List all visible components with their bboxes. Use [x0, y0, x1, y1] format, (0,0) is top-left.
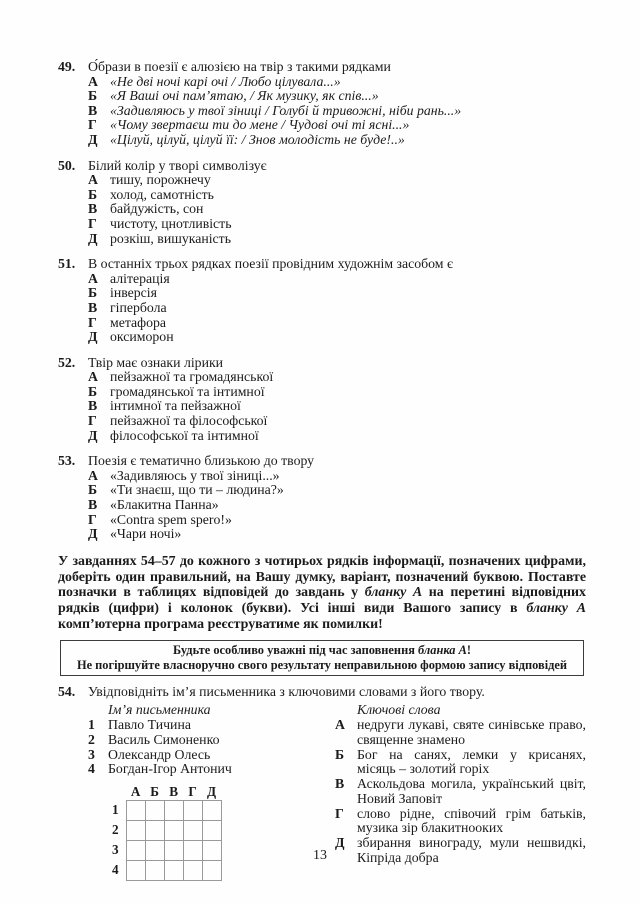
grid-cell	[126, 821, 145, 841]
option-row	[88, 316, 586, 331]
match-item	[88, 748, 335, 763]
grid-column-header: В	[169, 784, 178, 800]
option-letter: Б	[88, 285, 98, 301]
notice-blank-a-ref: бланка А	[418, 643, 467, 658]
option-row	[88, 89, 586, 104]
match-option-letter: Б	[335, 746, 345, 762]
grid-column-header: Д	[207, 784, 217, 800]
question-number: 52.	[58, 354, 76, 370]
option-row	[88, 188, 586, 203]
option-row	[88, 133, 586, 148]
grid-row-label: 3	[112, 842, 119, 858]
option-letter: Д	[88, 230, 98, 246]
option-row	[88, 527, 586, 542]
grid-cell	[164, 821, 183, 841]
match-right-header: Ключові слова	[357, 702, 441, 718]
option-row	[88, 202, 586, 217]
grid-column-header: Г	[188, 784, 197, 800]
option-text: пейзажної та громадянської	[110, 369, 274, 385]
match-option-text: недруги лукаві, святе синівське право, священне знамено	[357, 716, 586, 747]
question-number: 51.	[58, 256, 76, 272]
question-52	[58, 356, 586, 444]
question-stem: Твір має ознаки лірики	[88, 354, 224, 370]
match-item	[88, 718, 335, 733]
option-letter: А	[88, 270, 98, 286]
option-text: «Задивляюсь у твої зіниці / Голубі й тривожні, ніби рань...»	[110, 102, 462, 118]
option-row	[88, 385, 586, 400]
match-option-text: слово рідне, співочий грім батьків, музика зір блакитнооких	[357, 805, 586, 836]
option-row	[88, 118, 586, 133]
question-stem: О́брази в поезії є алюзією на твір з такими рядками	[88, 59, 391, 74]
match-option-letter: В	[335, 776, 345, 792]
notice-line-1	[67, 643, 577, 658]
option-row	[88, 483, 586, 498]
option-text: пейзажної та філософської	[110, 413, 268, 429]
option-letter: В	[88, 299, 98, 315]
option-row	[88, 330, 586, 345]
option-letter: В	[88, 497, 98, 513]
option-text: інтимної та пейзажної	[110, 398, 241, 414]
grid-cell	[164, 801, 183, 821]
question-stem: Білий колір у творі символізує	[88, 157, 267, 173]
option-letter: В	[88, 201, 98, 217]
option-row	[88, 286, 586, 301]
option-letter: А	[88, 73, 98, 89]
option-text: «Чому звертаєш ти до мене / Чудові очі ті ясні...»	[110, 117, 410, 133]
option-text: байдужість, сон	[110, 201, 204, 217]
option-text: чистоту, цнотливість	[110, 215, 232, 231]
option-text: «Чари ночі»	[110, 526, 182, 542]
question-stem: Увідповідніть ім’я письменника з ключовими словами з його твору.	[88, 683, 485, 699]
notice-text: Будьте особливо уважні під час заповнення	[173, 643, 419, 658]
match-item	[88, 733, 335, 748]
answer-grid	[112, 785, 222, 881]
option-letter: А	[88, 172, 98, 188]
grid-column-header: Б	[150, 784, 159, 800]
option-row	[88, 414, 586, 429]
match-option-letter: Д	[335, 835, 345, 851]
option-row	[88, 370, 586, 385]
option-text: «Задивляюсь у твої зіниці...»	[110, 467, 280, 483]
match-option	[335, 777, 586, 807]
match-item	[88, 762, 335, 777]
grid-cell	[202, 801, 221, 821]
option-text: «Contra spem spero!»	[110, 511, 232, 527]
match-item-text: Василь Симоненко	[108, 731, 220, 747]
option-letter: В	[88, 398, 98, 414]
question-number: 54.	[58, 683, 76, 699]
grid-row-label: 2	[112, 822, 119, 838]
option-letter: Д	[88, 329, 98, 345]
match-option-text: збирання винограду, мули нешвидкі, Кіпріда добра	[357, 835, 586, 866]
question-stem: Поезія є тематично близькою до твору	[88, 453, 315, 469]
option-text: «Не дві ночі карі очі / Любо цілувала...»	[110, 73, 341, 89]
option-letter: Г	[88, 314, 97, 330]
option-letter: В	[88, 102, 98, 118]
match-item-text: Олександр Олесь	[108, 746, 211, 762]
option-row	[88, 513, 586, 528]
match-option-letter: А	[335, 716, 345, 732]
option-text: розкіш, вишуканість	[110, 230, 232, 246]
page-number: 13	[313, 848, 327, 863]
option-letter: Г	[88, 215, 97, 231]
grid-column-header: А	[130, 784, 141, 800]
grid-cell	[145, 821, 164, 841]
option-letter: Г	[88, 511, 97, 527]
option-text: оксиморон	[110, 329, 174, 345]
match-option-text: Бог на санях, лемки у крисанях, місяць – золотий горіх	[357, 746, 586, 777]
option-row	[88, 469, 586, 484]
option-letter: А	[88, 467, 98, 483]
option-letter: Д	[88, 131, 98, 147]
answer-grid-header-row	[112, 785, 221, 801]
option-letter: А	[88, 369, 98, 385]
question-number: 50.	[58, 157, 76, 173]
option-letter: Г	[88, 413, 97, 429]
option-row	[88, 301, 586, 316]
option-row	[88, 232, 586, 247]
option-text: метафора	[110, 314, 167, 330]
option-text: холод, самотність	[110, 186, 214, 202]
option-letter: Б	[88, 186, 98, 202]
option-row	[88, 173, 586, 188]
option-text: філософської та інтимної	[110, 427, 259, 443]
match-item-number: 1	[88, 716, 95, 732]
grid-cell	[202, 821, 221, 841]
option-row	[88, 272, 586, 287]
question-51	[58, 257, 586, 345]
question-number: 53.	[58, 453, 76, 469]
match-left-header: Ім’я письменника	[108, 702, 211, 718]
answer-grid-corner	[112, 785, 126, 801]
option-text: «Цілуй, цілуй, цілуй її: / Знов молодість не буде!..»	[110, 131, 405, 147]
instruction-blank-a-ref: бланку А	[526, 600, 586, 616]
grid-row-label: 4	[112, 862, 119, 878]
notice-text: !	[466, 643, 471, 658]
section-instruction	[58, 554, 586, 633]
instruction-text: комп’ютерна програма реєструватиме як помилки!	[58, 616, 383, 632]
grid-row-label: 1	[112, 802, 119, 818]
option-letter: Д	[88, 526, 98, 542]
grid-cell	[183, 801, 202, 821]
option-text: «Ти знаєш, що ти – людина?»	[110, 482, 284, 498]
option-row	[88, 217, 586, 232]
grid-cell	[126, 801, 145, 821]
option-letter: Г	[88, 117, 97, 133]
match-item-text: Богдан-Ігор Антонич	[108, 761, 232, 777]
answer-grid-row	[112, 821, 221, 841]
option-text: тишу, порожнечу	[110, 172, 211, 188]
option-letter: Б	[88, 383, 98, 399]
question-49	[58, 60, 586, 148]
option-text: гіпербола	[110, 299, 167, 315]
option-text: «Я Ваші очі пам’ятаю, / Як музику, як спів...»	[110, 88, 379, 104]
match-option	[335, 807, 586, 837]
question-53	[58, 454, 586, 542]
option-text: «Блакитна Панна»	[110, 497, 219, 513]
option-row	[88, 75, 586, 90]
match-item-number: 3	[88, 746, 95, 762]
instruction-text: на перетині відповідних рядків (цифри) і колонок (букви). Усі інші види Вашого запису в	[58, 585, 586, 616]
option-row	[88, 399, 586, 414]
answer-grid-row	[112, 801, 221, 821]
question-number: 49.	[58, 59, 76, 74]
match-option-text: Аскольдова могила, український цвіт, Новий Заповіт	[357, 776, 586, 806]
notice-line-2: Не погіршуйте власноручно свого результату неправильною формою запису відповідей	[76, 657, 568, 672]
option-letter: Б	[88, 482, 98, 498]
match-option-letter: Г	[335, 805, 344, 821]
instruction-text: У завданнях 54–57 до кожного з чотирьох рядків інформації, позначених цифрами, доберіть один правильний, на Вашу думку, варіант, позначений буквою. Поставте позначки в таблицях відповідей до завдань у	[58, 553, 586, 601]
match-item-text: Павло Тичина	[108, 716, 191, 732]
option-text: інверсія	[110, 285, 157, 301]
option-letter: Б	[88, 88, 98, 104]
question-stem: В останніх трьох рядках поезії провідним художнім засобом є	[88, 256, 453, 272]
match-option	[335, 748, 586, 778]
notice-box	[60, 640, 584, 675]
grid-cell	[145, 801, 164, 821]
option-text: алітерація	[110, 270, 170, 286]
grid-cell	[183, 821, 202, 841]
option-text: громадянської та інтимної	[110, 383, 265, 399]
instruction-blank-a-ref: бланку А	[364, 585, 423, 601]
option-letter: Д	[88, 427, 98, 443]
match-item-number: 2	[88, 731, 95, 747]
option-row	[88, 104, 586, 119]
option-row	[88, 498, 586, 513]
option-row	[88, 429, 586, 444]
match-option	[335, 718, 586, 748]
question-50	[58, 159, 586, 247]
match-item-number: 4	[88, 761, 95, 777]
